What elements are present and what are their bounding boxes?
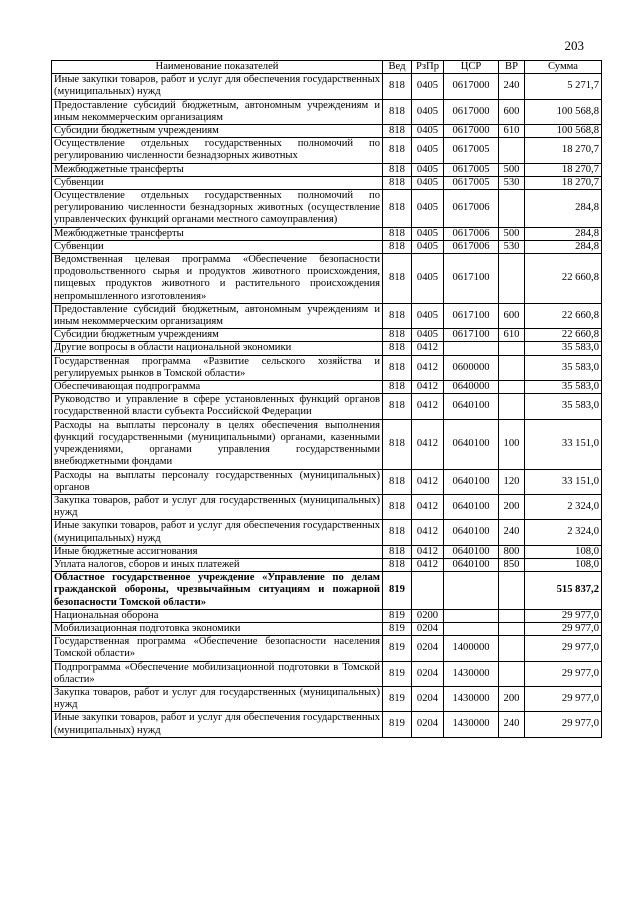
table-row (52, 469, 602, 494)
row-vr-cell (499, 190, 525, 228)
row-rzpr-cell: 0412 (412, 494, 444, 519)
row-sum-cell: 29 977,0 (525, 661, 602, 686)
row-rzpr-cell: 0405 (412, 176, 444, 189)
row-rzpr-cell: 0405 (412, 74, 444, 99)
row-vr-cell (499, 342, 525, 355)
row-rzpr-cell: 0412 (412, 394, 444, 419)
row-name-cell: Межбюджетные трансферты (52, 163, 383, 176)
table-row (52, 125, 602, 138)
row-ved-cell: 818 (383, 125, 412, 138)
header-name: Наименование показателей (52, 61, 383, 74)
row-vr-cell: 500 (499, 227, 525, 240)
row-vr-cell (499, 661, 525, 686)
row-vr-cell: 530 (499, 240, 525, 253)
row-vr-cell (499, 636, 525, 661)
row-sum-cell: 100 568,8 (525, 125, 602, 138)
row-csr-cell: 0640100 (444, 558, 499, 571)
row-vr-cell (499, 138, 525, 163)
row-vr-cell (499, 572, 525, 610)
row-rzpr-cell: 0405 (412, 240, 444, 253)
table-row (52, 99, 602, 124)
table-row (52, 394, 602, 419)
row-rzpr-cell: 0412 (412, 419, 444, 469)
row-ved-cell: 819 (383, 609, 412, 622)
page-number: 203 (564, 38, 584, 53)
row-name-cell: Закупка товаров, работ и услуг для государственных (муниципальных) нужд (52, 494, 383, 519)
row-rzpr-cell: 0405 (412, 190, 444, 228)
row-sum-cell: 2 324,0 (525, 520, 602, 545)
row-name-cell: Руководство и управление в сфере установленных функций органов государственной власти субъекта Российской Федерации (52, 394, 383, 419)
row-csr-cell: 0617006 (444, 240, 499, 253)
row-rzpr-cell: 0412 (412, 558, 444, 571)
row-name-cell: Субвенции (52, 240, 383, 253)
row-rzpr-cell: 0412 (412, 342, 444, 355)
row-ved-cell: 818 (383, 494, 412, 519)
row-ved-cell: 818 (383, 254, 412, 304)
row-csr-cell: 0640000 (444, 381, 499, 394)
row-sum-cell: 33 151,0 (525, 469, 602, 494)
row-sum-cell: 29 977,0 (525, 636, 602, 661)
row-name-cell: Областное государственное учреждение «Управление по делам гражданской обороны, чрезвычайным ситуациям и пожарной безопасности Томской области» (52, 572, 383, 610)
row-csr-cell: 1400000 (444, 636, 499, 661)
row-name-cell: Межбюджетные трансферты (52, 227, 383, 240)
table-row (52, 240, 602, 253)
row-rzpr-cell: 0204 (412, 636, 444, 661)
row-ved-cell: 818 (383, 520, 412, 545)
row-name-cell: Мобилизационная подготовка экономики (52, 622, 383, 635)
table-row (52, 176, 602, 189)
row-sum-cell: 35 583,0 (525, 342, 602, 355)
row-sum-cell: 284,8 (525, 240, 602, 253)
row-sum-cell: 22 660,8 (525, 254, 602, 304)
table-header-row (52, 61, 602, 74)
row-ved-cell: 818 (383, 558, 412, 571)
row-ved-cell: 818 (383, 240, 412, 253)
table-row (52, 572, 602, 610)
table-body (52, 74, 602, 738)
table-row (52, 494, 602, 519)
row-csr-cell (444, 609, 499, 622)
row-name-cell: Предоставление субсидий бюджетным, автономным учреждениям и иным некоммерческим организациям (52, 99, 383, 124)
row-vr-cell: 200 (499, 494, 525, 519)
row-name-cell: Государственная программа «Обеспечение безопасности населения Томской области» (52, 636, 383, 661)
row-csr-cell (444, 622, 499, 635)
row-name-cell: Иные закупки товаров, работ и услуг для обеспечения государственных (муниципальных) нужд (52, 520, 383, 545)
table-row (52, 163, 602, 176)
row-sum-cell: 29 977,0 (525, 609, 602, 622)
row-name-cell: Другие вопросы в области национальной экономики (52, 342, 383, 355)
row-sum-cell: 29 977,0 (525, 712, 602, 737)
row-rzpr-cell: 0405 (412, 329, 444, 342)
row-vr-cell (499, 609, 525, 622)
row-rzpr-cell: 0405 (412, 163, 444, 176)
row-name-cell: Осуществление отдельных государственных полномочий по регулированию численности безнадзорных животных (52, 138, 383, 163)
row-csr-cell: 0617005 (444, 163, 499, 176)
table-row (52, 558, 602, 571)
budget-table (51, 60, 602, 738)
row-vr-cell: 850 (499, 558, 525, 571)
row-rzpr-cell: 0204 (412, 622, 444, 635)
row-rzpr-cell: 0412 (412, 355, 444, 380)
header-ved: Вед (383, 61, 412, 74)
row-ved-cell: 818 (383, 342, 412, 355)
row-csr-cell: 0617000 (444, 125, 499, 138)
row-name-cell: Иные закупки товаров, работ и услуг для обеспечения государственных (муниципальных) нужд (52, 712, 383, 737)
row-csr-cell: 0617006 (444, 227, 499, 240)
row-sum-cell: 35 583,0 (525, 381, 602, 394)
row-ved-cell: 819 (383, 622, 412, 635)
table-row (52, 329, 602, 342)
row-sum-cell: 29 977,0 (525, 622, 602, 635)
row-ved-cell: 818 (383, 138, 412, 163)
row-name-cell: Расходы на выплаты персоналу государственных (муниципальных) органов (52, 469, 383, 494)
table-row (52, 545, 602, 558)
table-row (52, 190, 602, 228)
table-row (52, 622, 602, 635)
row-sum-cell: 35 583,0 (525, 355, 602, 380)
row-sum-cell: 18 270,7 (525, 176, 602, 189)
row-name-cell: Расходы на выплаты персоналу в целях обеспечения выполнения функций государственными (муниципальными) органами, казенными учреждениями, органами управления государственными внебюджетными фондами (52, 419, 383, 469)
row-vr-cell: 600 (499, 303, 525, 328)
row-csr-cell: 0617100 (444, 329, 499, 342)
table-row (52, 381, 602, 394)
row-rzpr-cell: 0405 (412, 99, 444, 124)
row-sum-cell: 2 324,0 (525, 494, 602, 519)
row-vr-cell: 610 (499, 125, 525, 138)
row-vr-cell (499, 254, 525, 304)
row-sum-cell: 284,8 (525, 227, 602, 240)
row-rzpr-cell: 0412 (412, 520, 444, 545)
table-row (52, 636, 602, 661)
row-name-cell: Закупка товаров, работ и услуг для государственных (муниципальных) нужд (52, 686, 383, 711)
row-rzpr-cell: 0405 (412, 138, 444, 163)
table-row (52, 520, 602, 545)
row-ved-cell: 818 (383, 163, 412, 176)
row-sum-cell: 22 660,8 (525, 303, 602, 328)
row-name-cell: Обеспечивающая подпрограмма (52, 381, 383, 394)
row-vr-cell (499, 355, 525, 380)
table-row (52, 686, 602, 711)
row-ved-cell: 818 (383, 227, 412, 240)
row-sum-cell: 35 583,0 (525, 394, 602, 419)
row-sum-cell: 18 270,7 (525, 163, 602, 176)
row-name-cell: Иные закупки товаров, работ и услуг для обеспечения государственных (муниципальных) нужд (52, 74, 383, 99)
row-ved-cell: 818 (383, 355, 412, 380)
row-vr-cell: 600 (499, 99, 525, 124)
row-csr-cell: 0640100 (444, 394, 499, 419)
row-vr-cell (499, 622, 525, 635)
row-ved-cell: 818 (383, 99, 412, 124)
row-csr-cell: 0617100 (444, 254, 499, 304)
row-ved-cell: 818 (383, 545, 412, 558)
row-csr-cell: 0617100 (444, 303, 499, 328)
row-sum-cell: 5 271,7 (525, 74, 602, 99)
row-ved-cell: 819 (383, 686, 412, 711)
row-csr-cell (444, 572, 499, 610)
row-rzpr-cell: 0412 (412, 381, 444, 394)
row-csr-cell: 1430000 (444, 661, 499, 686)
row-ved-cell: 819 (383, 572, 412, 610)
row-name-cell: Иные бюджетные ассигнования (52, 545, 383, 558)
row-rzpr-cell: 0405 (412, 125, 444, 138)
row-csr-cell: 0640100 (444, 469, 499, 494)
row-rzpr-cell: 0412 (412, 545, 444, 558)
table-row (52, 342, 602, 355)
row-rzpr-cell: 0200 (412, 609, 444, 622)
row-ved-cell: 818 (383, 190, 412, 228)
row-vr-cell (499, 394, 525, 419)
row-rzpr-cell: 0405 (412, 254, 444, 304)
row-csr-cell: 0640100 (444, 419, 499, 469)
row-rzpr-cell: 0204 (412, 661, 444, 686)
row-sum-cell: 33 151,0 (525, 419, 602, 469)
row-csr-cell: 0640100 (444, 494, 499, 519)
row-csr-cell: 0640100 (444, 520, 499, 545)
row-csr-cell: 0640100 (444, 545, 499, 558)
row-vr-cell: 240 (499, 520, 525, 545)
table-row (52, 303, 602, 328)
row-vr-cell: 530 (499, 176, 525, 189)
row-sum-cell: 29 977,0 (525, 686, 602, 711)
row-vr-cell (499, 381, 525, 394)
row-csr-cell: 0617000 (444, 99, 499, 124)
row-name-cell: Субсидии бюджетным учреждениям (52, 125, 383, 138)
row-ved-cell: 819 (383, 712, 412, 737)
row-vr-cell: 120 (499, 469, 525, 494)
row-rzpr-cell: 0405 (412, 303, 444, 328)
row-name-cell: Ведомственная целевая программа «Обеспечение безопасности продовольственного сырья и продуктов животного происхождения, пищевых продуктов животного и растительного происхождения непромышленного изготовления» (52, 254, 383, 304)
row-rzpr-cell: 0412 (412, 469, 444, 494)
table-row (52, 609, 602, 622)
row-rzpr-cell: 0204 (412, 712, 444, 737)
row-csr-cell: 0617000 (444, 74, 499, 99)
row-vr-cell: 800 (499, 545, 525, 558)
row-sum-cell: 108,0 (525, 558, 602, 571)
row-vr-cell: 240 (499, 74, 525, 99)
header-vr: ВР (499, 61, 525, 74)
row-name-cell: Подпрограмма «Обеспечение мобилизационной подготовки в Томской области» (52, 661, 383, 686)
row-name-cell: Национальная оборона (52, 609, 383, 622)
row-vr-cell: 100 (499, 419, 525, 469)
row-ved-cell: 818 (383, 419, 412, 469)
row-csr-cell: 1430000 (444, 712, 499, 737)
row-rzpr-cell: 0405 (412, 227, 444, 240)
table-row (52, 419, 602, 469)
row-sum-cell: 515 837,2 (525, 572, 602, 610)
row-name-cell: Предоставление субсидий бюджетным, автономным учреждениям и иным некоммерческим организациям (52, 303, 383, 328)
row-name-cell: Уплата налогов, сборов и иных платежей (52, 558, 383, 571)
row-ved-cell: 818 (383, 381, 412, 394)
header-csr: ЦСР (444, 61, 499, 74)
row-ved-cell: 818 (383, 303, 412, 328)
row-sum-cell: 18 270,7 (525, 138, 602, 163)
row-ved-cell: 818 (383, 176, 412, 189)
row-ved-cell: 818 (383, 394, 412, 419)
table-row (52, 74, 602, 99)
row-vr-cell: 240 (499, 712, 525, 737)
row-name-cell: Субсидии бюджетным учреждениям (52, 329, 383, 342)
table-row (52, 138, 602, 163)
row-sum-cell: 284,8 (525, 190, 602, 228)
row-vr-cell: 610 (499, 329, 525, 342)
row-csr-cell (444, 342, 499, 355)
table-row (52, 227, 602, 240)
row-sum-cell: 100 568,8 (525, 99, 602, 124)
row-name-cell: Осуществление отдельных государственных полномочий по регулированию численности безнадзорных животных (осуществление управленческих функций органами местного самоуправления) (52, 190, 383, 228)
header-rzpr: РзПр (412, 61, 444, 74)
row-ved-cell: 818 (383, 74, 412, 99)
row-rzpr-cell (412, 572, 444, 610)
row-sum-cell: 22 660,8 (525, 329, 602, 342)
header-sum: Сумма (525, 61, 602, 74)
row-csr-cell: 1430000 (444, 686, 499, 711)
row-ved-cell: 819 (383, 636, 412, 661)
row-name-cell: Субвенции (52, 176, 383, 189)
row-ved-cell: 818 (383, 329, 412, 342)
row-sum-cell: 108,0 (525, 545, 602, 558)
row-name-cell: Государственная программа «Развитие сельского хозяйства и регулируемых рынков в Томской области» (52, 355, 383, 380)
table-row (52, 712, 602, 737)
row-csr-cell: 0617005 (444, 176, 499, 189)
row-vr-cell: 200 (499, 686, 525, 711)
table-row (52, 254, 602, 304)
row-rzpr-cell: 0204 (412, 686, 444, 711)
row-ved-cell: 818 (383, 469, 412, 494)
table-row (52, 355, 602, 380)
row-csr-cell: 0617005 (444, 138, 499, 163)
row-vr-cell: 500 (499, 163, 525, 176)
table-row (52, 661, 602, 686)
row-csr-cell: 0600000 (444, 355, 499, 380)
row-csr-cell: 0617006 (444, 190, 499, 228)
row-ved-cell: 819 (383, 661, 412, 686)
